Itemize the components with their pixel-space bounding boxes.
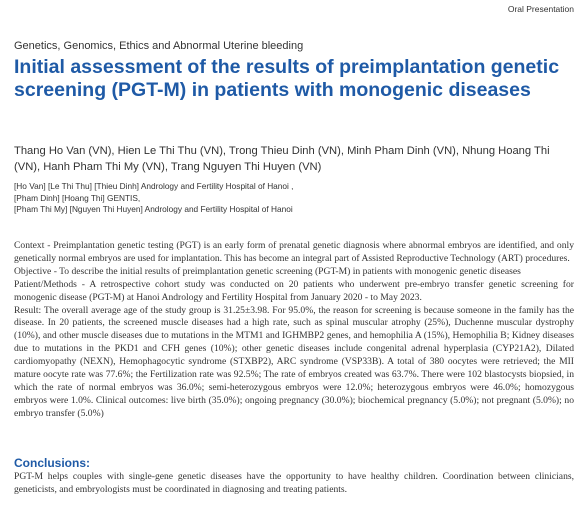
affiliation-line: [Pham Dinh] [Hoang Thi] GENTIS, bbox=[14, 192, 141, 203]
methods-paragraph: Patient/Methods - A retrospective cohort study was conducted on 20 patients who underwent pre-embryo transfer genetic screening for monogenic disease (PGT-M) at Hanoi Andrology and Fertility Hospital from January 2020 - to May 2023. bbox=[14, 278, 574, 303]
conclusions-paragraph: PGT-M helps couples with single-gene genetic diseases have the opportunity to have healthy children. Coordination between clinicians, geneticists, and embryologists must be coordinated in diagnosing and treating patients. bbox=[14, 471, 574, 495]
author-list: Thang Ho Van (VN), Hien Le Thi Thu (VN), Trong Thieu Dinh (VN), Minh Pham Dinh (VN), Nhung Hoang Thi (VN), Hanh Pham Thi My (VN), Trang Nguyen Thi Huyen (VN) bbox=[14, 145, 550, 173]
affiliation-line: [Pham Thi My] [Nguyen Thi Huyen] Andrology and Fertility Hospital of Hanoi bbox=[14, 204, 293, 214]
conclusions-heading: Conclusions: bbox=[14, 456, 91, 470]
context-paragraph: Context - Preimplantation genetic testing (PGT) is an early form of prenatal genetic diagnosis where abnormal embryos are identified, and only genetically normal embryos are used for implantation. This has become an integral part of Assisted Reproductive Technology (ART) procedures. bbox=[14, 240, 574, 264]
abstract-title: Initial assessment of the results of preimplantation genetic screening (PGT-M) in patients with monogenic diseases bbox=[14, 56, 560, 101]
objective-paragraph: Objective - To describe the initial results of preimplantation genetic screening (PGT-M) in patients with monogenic genetic diseases bbox=[14, 265, 521, 277]
session-category: Genetics, Genomics, Ethics and Abnormal Uterine bleeding bbox=[14, 40, 304, 52]
result-paragraph: Result: The overall average age of the study group is 31.25±3.98. For 95.0%, the reason for screening is because someone in the family has the disease. In 20 patients, the screened muscle diseases had a high rate, such as spinal muscular atrophy (25%), Duchenne muscular dystrophy (10%), and other muscle diseases due to mutations in the MTM1 and IGHMBP2 genes, and hemophilia A (15%), Hemophilia B; Kidney diseases due to mutations in the PKD1 and CFH genes (10%); other genetic diseases include congenital adrenal hyperplasia (CYP21A2), Dilated cardiomyopathy (NEXN), Hemophagocytic syndrome (STXBP2), ARC syndrome (VSP33B). A total of 380 oocytes were retrieved; the MII mature oocyte rate was 77.6%; the Fertilization rate was 92.5%; The rate of embryos created was 63.7%. There were 102 blastocysts biopsied, in which the rate of normal embryos was 36.0%; semi-heterozygous embryos were 12.0%; heterozygous embryos were 46.0%; homozygous embryos were 1.0%. Clinical outcomes: live birth (35.0%); ongoing pregnancy (30.0%); biochemical pregnancy (5.0%); not pregnant (5.0%); no embryo transfer (5.0%) bbox=[14, 304, 574, 419]
affiliation-line: [Ho Van] [Le Thi Thu] [Thieu Dinh] Andrology and Fertility Hospital of Hanoi , bbox=[14, 181, 294, 191]
abstract-body bbox=[14, 240, 574, 421]
affiliation-list bbox=[14, 181, 576, 216]
presentation-type-label: Oral Presentation bbox=[507, 4, 574, 14]
